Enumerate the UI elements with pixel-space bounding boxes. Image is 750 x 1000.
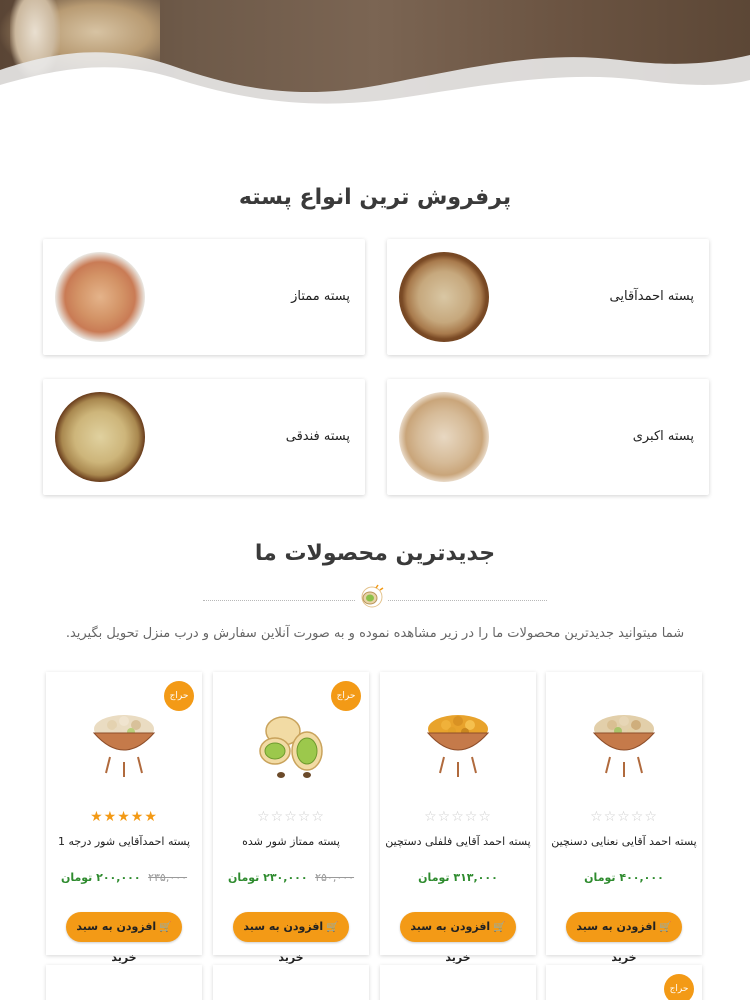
product-new-price: ۴۰۰,۰۰۰ تومان <box>584 871 664 884</box>
hero-wave-divider <box>0 40 750 120</box>
newest-intro-text: شما میتوانید جدیدترین محصولات ما را در زیر مشاهده نموده و به صورت آنلاین سفارش و درب منزل تحویل بگیرید. <box>65 626 685 641</box>
product-card[interactable] <box>380 672 536 964</box>
category-name: پسته اکبری <box>632 429 694 444</box>
product-price <box>380 871 536 884</box>
add-to-cart-button[interactable] <box>400 912 516 964</box>
pistachio-icon <box>356 582 388 610</box>
product-rating: ★★★★★ <box>90 809 158 825</box>
category-card-akbari[interactable] <box>387 379 709 495</box>
product-new-price: ۲۰۰,۰۰۰ تومان <box>60 871 141 884</box>
add-to-cart-label: افزودن به سبد خرید <box>243 920 324 964</box>
pistachio-pile-image <box>399 392 489 482</box>
copper-bowl-salted-pistachio-image <box>84 707 164 782</box>
hero-banner <box>0 0 750 120</box>
add-to-cart-label: افزودن به سبد خرید <box>410 920 491 964</box>
cart-icon: 🛒 <box>659 922 672 933</box>
newest-products-title: جدیدترین محصولات ما <box>254 541 496 566</box>
pistachio-bowl-image <box>399 252 489 342</box>
category-name: پسته احمدآقایی <box>609 289 694 304</box>
product-price <box>213 871 369 884</box>
product-card[interactable] <box>213 672 369 964</box>
category-card-fandoghi[interactable] <box>43 379 365 495</box>
product-price <box>546 871 702 884</box>
sale-badge: حراج <box>664 974 694 1000</box>
pistachio-glass-bowl-image <box>55 252 145 342</box>
category-card-momtaz[interactable] <box>43 239 365 355</box>
product-name[interactable]: پسته ممتاز شور شده <box>242 835 340 848</box>
product-rating: ☆☆☆☆☆ <box>257 809 325 825</box>
product-rating: ☆☆☆☆☆ <box>590 809 658 825</box>
product-old-price: ۲۳۵,۰۰۰ <box>148 871 188 884</box>
copper-bowl-pistachio-image <box>584 707 664 782</box>
add-to-cart-label: افزودن به سبد خرید <box>576 920 657 964</box>
add-to-cart-label: افزودن به سبد خرید <box>76 920 157 964</box>
category-name: پسته ممتاز <box>291 289 350 304</box>
product-card[interactable] <box>46 965 202 1000</box>
product-name[interactable]: پسته احمد آقایی نعنایی دسنچین <box>551 835 697 848</box>
product-card[interactable] <box>213 965 369 1000</box>
cart-icon: 🛒 <box>493 922 506 933</box>
pistachio-illustration-image <box>251 707 331 782</box>
product-old-price: ۲۵۰,۰۰۰ <box>315 871 355 884</box>
sale-badge: حراج <box>164 681 194 711</box>
product-name[interactable]: پسته احمد آقایی فلفلی دستچین <box>385 835 531 848</box>
pistachio-wooden-bowl-image <box>55 392 145 482</box>
copper-bowl-spicy-pistachio-image <box>418 707 498 782</box>
product-new-price: ۳۱۳,۰۰۰ تومان <box>418 871 498 884</box>
product-card[interactable] <box>46 672 202 964</box>
product-rating: ☆☆☆☆☆ <box>424 809 492 825</box>
product-price <box>46 871 202 884</box>
add-to-cart-button[interactable] <box>66 912 182 964</box>
product-card[interactable] <box>380 965 536 1000</box>
cart-icon: 🛒 <box>326 922 339 933</box>
product-new-price: ۲۳۰,۰۰۰ تومان <box>227 871 308 884</box>
category-card-ahmadaghaei[interactable] <box>387 239 709 355</box>
product-card[interactable] <box>546 965 702 1000</box>
sale-badge: حراج <box>331 681 361 711</box>
product-name[interactable]: پسته احمدآقایی شور درجه 1 <box>57 835 191 848</box>
bestsellers-title: پرفروش ترین انواع پسته <box>238 185 512 210</box>
cart-icon: 🛒 <box>159 922 172 933</box>
add-to-cart-button[interactable] <box>566 912 682 964</box>
product-card[interactable] <box>546 672 702 964</box>
add-to-cart-button[interactable] <box>233 912 349 964</box>
category-name: پسته فندقی <box>285 429 350 444</box>
